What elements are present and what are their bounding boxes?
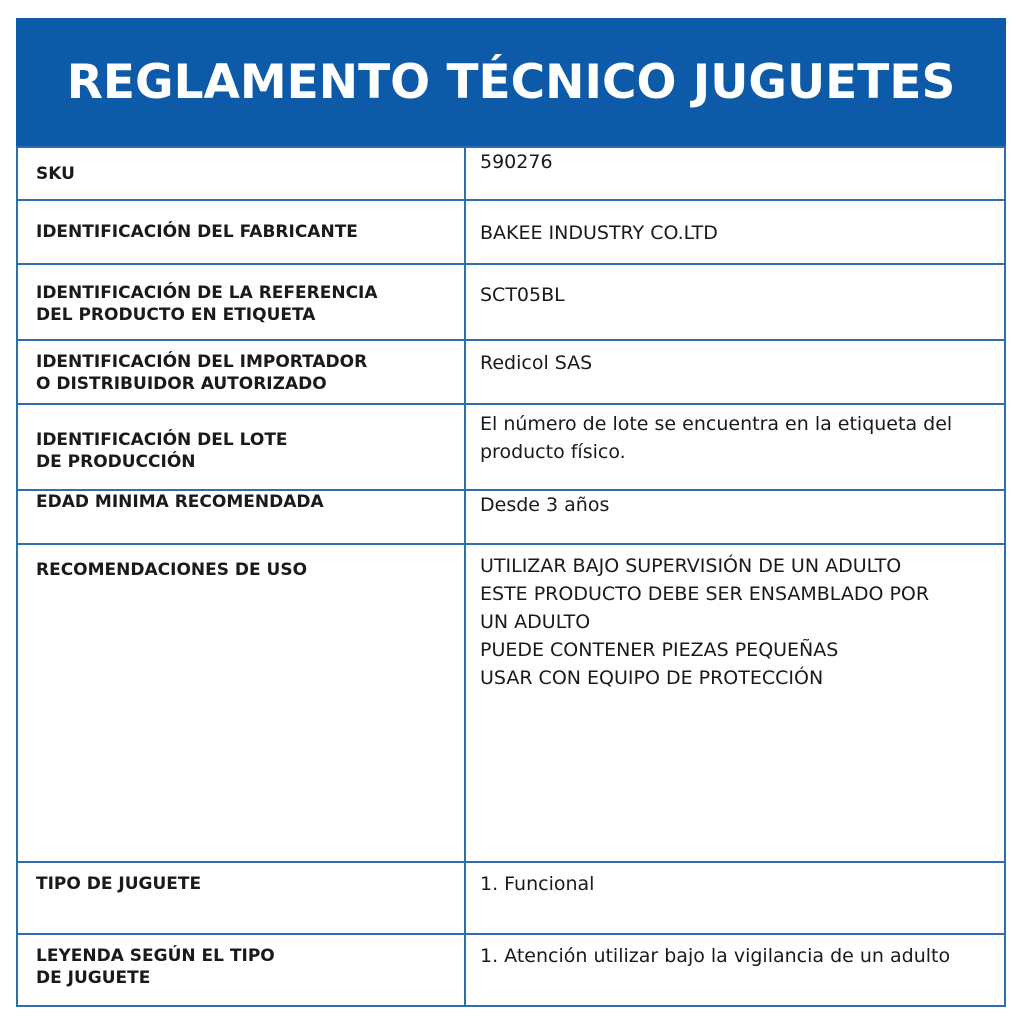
row-label-text: IDENTIFICACIÓN DE LA REFERENCIA DEL PRODUCTO EN ETIQUETA xyxy=(36,283,378,325)
row-label xyxy=(17,490,465,544)
row-label-text: IDENTIFICACIÓN DEL FABRICANTE xyxy=(36,222,358,242)
row-value xyxy=(465,934,1005,1006)
table-row-importer xyxy=(17,340,1005,404)
row-value xyxy=(465,200,1005,264)
row-label-text: LEYENDA SEGÚN EL TIPO DE JUGUETE xyxy=(36,946,275,988)
row-label xyxy=(17,200,465,264)
row-label xyxy=(17,862,465,934)
table-row-legend xyxy=(17,934,1005,1006)
row-value xyxy=(465,490,1005,544)
table-row-usage xyxy=(17,544,1005,862)
row-value xyxy=(465,147,1005,200)
row-label-text: EDAD MINIMA RECOMENDADA xyxy=(36,492,324,512)
row-value-text: 1. Funcional xyxy=(480,873,595,895)
row-value-text: Desde 3 años xyxy=(480,494,610,516)
row-label xyxy=(17,264,465,340)
row-value xyxy=(465,340,1005,404)
page-title: REGLAMENTO TÉCNICO JUGUETES xyxy=(66,54,956,110)
row-value-text: El número de lote se encuentra en la etiqueta del producto físico. xyxy=(480,413,953,463)
row-label xyxy=(17,934,465,1006)
row-value-text: 1. Atención utilizar bajo la vigilancia de un adulto xyxy=(480,945,951,967)
table-row-toy-type xyxy=(17,862,1005,934)
row-value-text: BAKEE INDUSTRY CO.LTD xyxy=(480,222,718,244)
table-row-lot xyxy=(17,404,1005,490)
row-label-text: IDENTIFICACIÓN DEL IMPORTADOR O DISTRIBUIDOR AUTORIZADO xyxy=(36,352,368,394)
row-label xyxy=(17,340,465,404)
row-label-text: RECOMENDACIONES DE USO xyxy=(36,560,308,580)
spec-table xyxy=(16,146,1006,1007)
row-value-text: 590276 xyxy=(480,151,553,173)
table-row-reference xyxy=(17,264,1005,340)
row-value-text: SCT05BL xyxy=(480,284,565,306)
row-label-text: IDENTIFICACIÓN DEL LOTE DE PRODUCCIÓN xyxy=(36,430,288,472)
row-value xyxy=(465,264,1005,340)
row-value-text: Redicol SAS xyxy=(480,352,593,374)
row-value xyxy=(465,862,1005,934)
row-value-text: UTILIZAR BAJO SUPERVISIÓN DE UN ADULTO ESTE PRODUCTO DEBE SER ENSAMBLADO POR UN ADULTO PUEDE CONTENER PIEZAS PEQUEÑAS USAR CON EQUIPO DE PROTECCIÓN xyxy=(480,555,930,689)
regulation-sheet xyxy=(16,18,1006,1006)
row-value xyxy=(465,404,1005,490)
header-banner xyxy=(16,18,1006,146)
table-row-sku xyxy=(17,147,1005,200)
row-value xyxy=(465,544,1005,862)
row-label xyxy=(17,544,465,862)
row-label-text: SKU xyxy=(36,163,75,184)
row-label xyxy=(17,404,465,490)
table-row-min-age xyxy=(17,490,1005,544)
row-label-text: TIPO DE JUGUETE xyxy=(36,874,202,894)
table-row-manufacturer xyxy=(17,200,1005,264)
row-label xyxy=(17,147,465,200)
